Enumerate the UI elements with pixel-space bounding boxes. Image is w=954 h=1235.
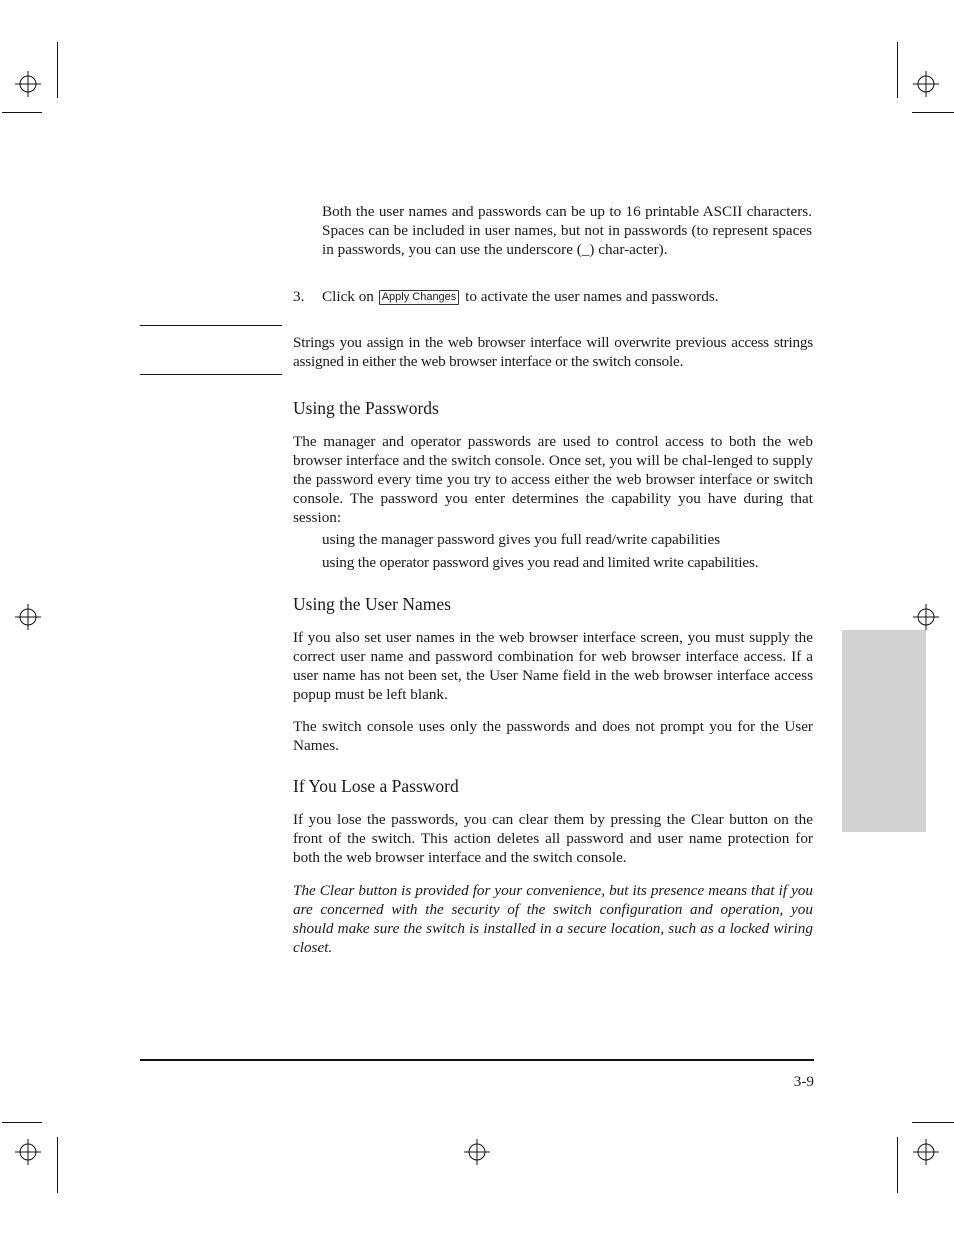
lose-password-italic-note: The Clear button is provided for your convenience, but its presence means that if you are concerned with the security of the switch configuration and operation, you should make sure the switch is installed in a secure location, such as a locked wiring closet. <box>293 882 813 956</box>
registration-mark-icon <box>913 71 939 97</box>
step-text-before: Click on <box>322 288 374 305</box>
crop-mark-icon <box>897 1137 898 1193</box>
crop-mark-icon <box>2 1122 42 1123</box>
apply-changes-button: Apply Changes <box>379 290 460 305</box>
crop-mark-icon <box>57 1137 58 1193</box>
page-number: 3-9 <box>793 1073 814 1090</box>
step-3 <box>293 287 813 306</box>
registration-mark-icon <box>15 1139 41 1165</box>
section-heading-usernames: Using the User Names <box>293 594 451 614</box>
footer-rule <box>140 1059 814 1061</box>
bullet-item: using the operator password gives you read and limited write capabilities. <box>322 554 759 571</box>
passwords-body: The manager and operator passwords are used to control access to both the web browser interface and the switch console. Once set, you will be chal-lenged to supply the password every time you try to access either the web browser interface or switch console. The password you enter determines the capability you have during that session: <box>293 433 813 526</box>
step-text-after: to activate the user names and passwords. <box>465 288 719 305</box>
registration-mark-icon <box>15 604 41 630</box>
crop-mark-icon <box>897 42 898 98</box>
note-text: Strings you assign in the web browser interface will overwrite previous access strings assigned in either the web browser interface or the switch console. <box>293 334 813 370</box>
section-heading-lose-password: If You Lose a Password <box>293 776 459 796</box>
registration-mark-icon <box>464 1139 490 1165</box>
note-rule-top <box>140 325 282 326</box>
bullet-item: using the manager password gives you full read/write capabilities <box>322 531 721 548</box>
crop-mark-icon <box>57 42 58 98</box>
crop-mark-icon <box>2 112 42 113</box>
crop-mark-icon <box>912 1122 954 1123</box>
note-rule-bottom <box>140 374 282 375</box>
registration-mark-icon <box>15 71 41 97</box>
registration-mark-icon <box>913 604 939 630</box>
step-number: 3. <box>293 288 305 305</box>
intro-text: Both the user names and passwords can be up to 16 printable ASCII characters. Spaces can be included in user names, but not in passwords (to represent spaces in passwords, you can use the underscore (_) char-acter). <box>322 203 812 258</box>
crop-mark-icon <box>912 112 954 113</box>
usernames-body-2: The switch console uses only the passwords and does not prompt you for the User Names. <box>293 718 813 754</box>
lose-password-body: If you lose the passwords, you can clear them by pressing the Clear button on the front of the switch. This action deletes all password and user name protection for both the web browser interface and the switch console. <box>293 811 813 866</box>
chapter-thumb-tab <box>842 630 926 832</box>
registration-mark-icon <box>913 1139 939 1165</box>
intro-paragraph <box>322 202 812 259</box>
section-heading-passwords: Using the Passwords <box>293 398 439 418</box>
usernames-body-1: If you also set user names in the web browser interface screen, you must supply the correct user name and password combination for web browser interface access. If a user name has not been set, the User Name field in the web browser interface access popup must be left blank. <box>293 629 813 703</box>
